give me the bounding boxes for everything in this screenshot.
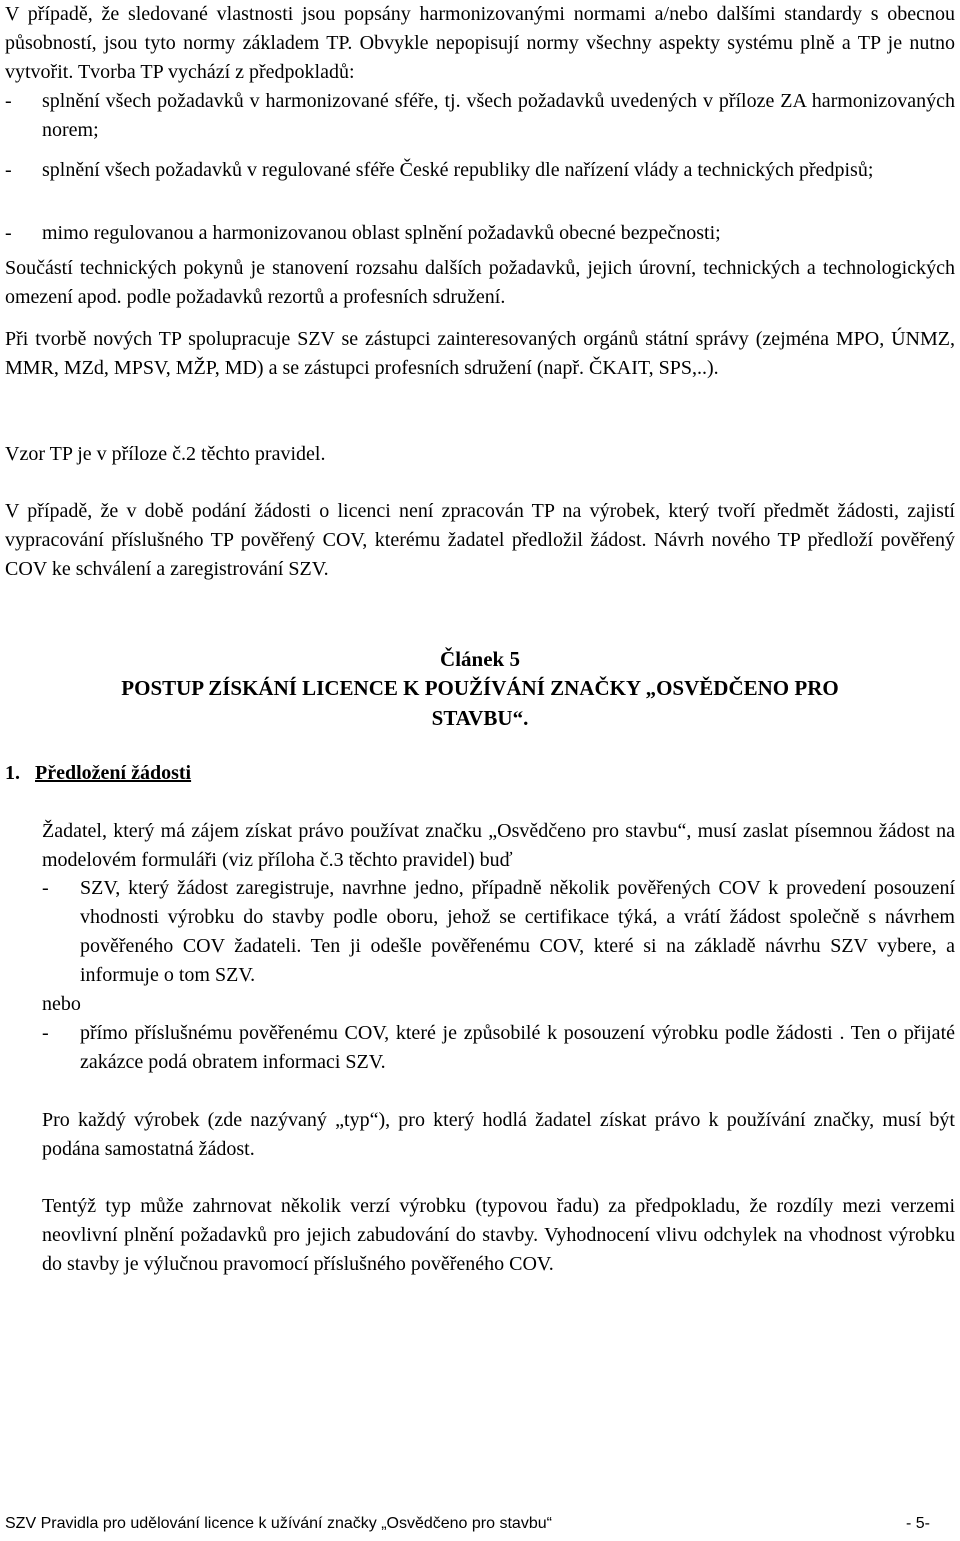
paragraph-technical-guidelines: Součástí technických pokynů je stanovení rozsahu dalších požadavků, jejich úrovní, technických a technologických omezení apod. podle požadavků rezortů a profesních sdružení. [5,257,955,308]
section-number: 1. [5,762,20,784]
page-footer [5,1514,930,1534]
section-heading [5,759,191,788]
paragraph-template-reference: Vzor TP je v příloze č.2 těchto pravidel. [5,443,326,465]
list-dash: - [5,90,12,112]
list-dash: - [5,159,12,181]
list-item [5,87,955,145]
connector-word: nebo [42,993,81,1015]
list-dash: - [5,222,12,244]
list-item-text: splnění všech požadavků v harmonizované sféře, tj. všech požadavků uvedených v příloze ZA harmonizovaných norem; [42,90,955,141]
article-title-line1: POSTUP ZÍSKÁNÍ LICENCE K POUŽÍVÁNÍ ZNAČKY „OSVĚDČENO PRO [121,676,839,700]
footer-title: SZV Pravidla pro udělování licence k užívání značky „Osvědčeno pro stavbu“ [5,1515,552,1532]
section-title: Předložení žádosti [35,762,192,784]
paragraph-each-product: Pro každý výrobek (zde nazývaný „typ“), pro který hodlá žadatel získat právo k používání značky, musí být podána samostatná žádost. [42,1109,955,1160]
list-item [42,1019,955,1077]
list-item [5,219,955,248]
paragraph-product-versions: Tentýž typ může zahrnovat několik verzí výrobku (typovou řadu) za předpokladu, že rozdíly mezi verzemi neovlivní plnění požadavků pro jejich zabudování do stavby. Vyhodnocení vlivu odchylek na vhodnost výrobku do stavby je výlučnou pravomocí příslušného pověřeného COV. [42,1195,955,1275]
paragraph-applicant: Žadatel, který má zájem získat právo používat značku „Osvědčeno pro stavbu“, musí zaslat písemnou žádost na modelovém formuláři (viz příloha č.3 těchto pravidel) buď [42,820,955,871]
list-item [5,156,955,185]
list-item-text: splnění všech požadavků v regulované sféře České republiky dle nařízení vlády a technických předpisů; [42,159,874,181]
page-number: - 5- [906,1515,930,1532]
list-item-text: přímo příslušnému pověřenému COV, které je způsobilé k posouzení výrobku podle žádosti . Ten o přijaté zakázce podá obratem informaci SZV. [80,1022,955,1073]
list-dash: - [42,877,49,899]
list-item [42,874,955,990]
list-item-text: mimo regulovanou a harmonizovanou oblast splnění požadavků obecné bezpečnosti; [42,222,721,244]
article-number: Článek 5 [440,647,520,671]
list-dash: - [42,1022,49,1044]
list-item-text: SZV, který žádost zaregistruje, navrhne jedno, případně několik pověřených COV k provedení posouzení vhodnosti výrobku do stavby podle oboru, jehož se certifikace týká, a vrátí žádost společně s návrhem pověřeného COV žadateli. Ten ji odešle pověřenému COV, které si na základě návrhu SZV vybere, a informuje o tom SZV. [80,877,955,986]
paragraph-missing-tp: V případě, že v době podání žádosti o licenci není zpracován TP na výrobek, který tvoří předmět žádosti, zajistí vypracování příslušného TP pověřený COV, kterému žadatel předložil žádost. Návrh nového TP předloží pověřený COV ke schválení a zaregistrování SZV. [5,500,955,580]
article-title-line2: STAVBU“. [431,706,529,730]
paragraph-cooperation: Při tvorbě nových TP spolupracuje SZV se zástupci zainteresovaných orgánů státní správy (zejména MPO, ÚNMZ, MMR, MZd, MPSV, MŽP, MD) a se zástupci profesních sdružení (např. ČKAIT, SPS,..). [5,328,955,379]
paragraph-intro: V případě, že sledované vlastnosti jsou popsány harmonizovanými normami a/nebo dalšími standardy s obecnou působností, jsou tyto normy základem TP. Obvykle nepopisují normy všechny aspekty systému plně a TP je nutno vytvořit. Tvorba TP vychází z předpokladů: [5,3,955,83]
